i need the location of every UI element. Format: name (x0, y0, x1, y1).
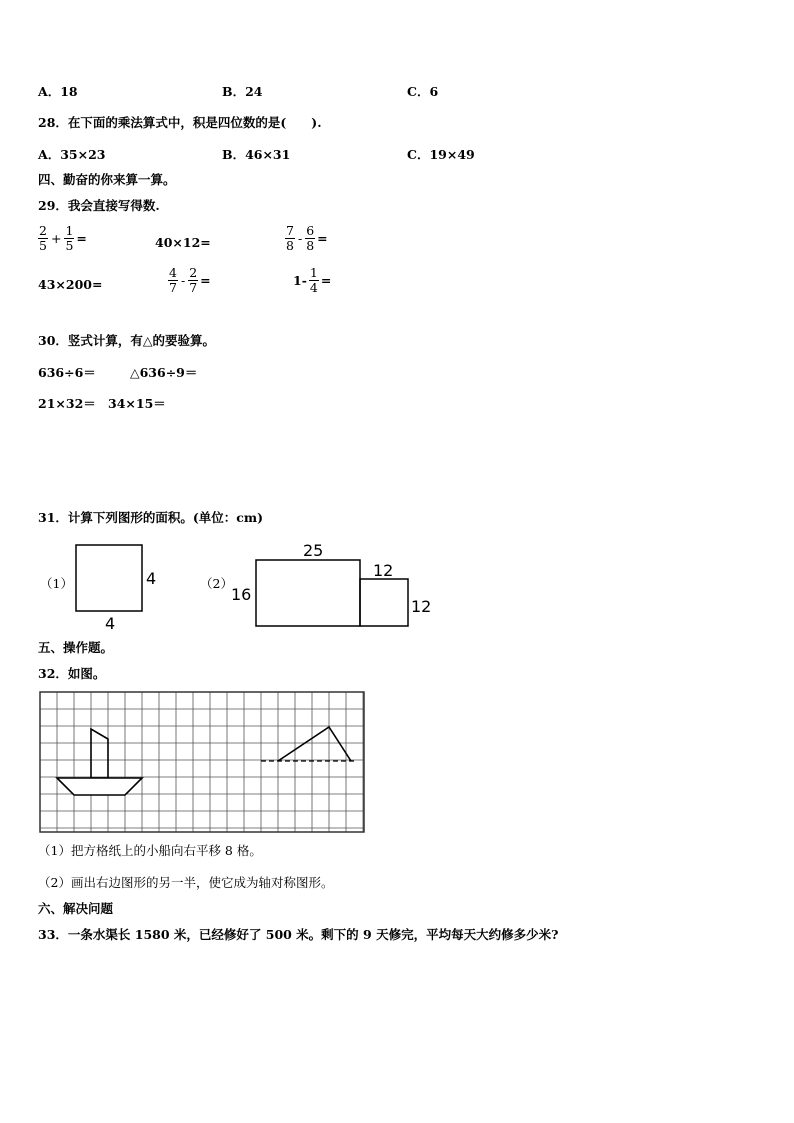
numerator: 2 (39, 223, 47, 238)
section-heading-5: 五、操作题。 (38, 640, 114, 655)
side-label: 12 (411, 597, 432, 616)
question-33: 33．一条水渠长 1580 米，已经修好了 500 米。剩下的 9 天修完，平均每天大约修多少米? (38, 927, 559, 942)
task-2: （2）画出右边图形的另一半，使它成为轴对称图形。 (38, 875, 334, 890)
boat-shape (57, 729, 142, 795)
option-a: A．35×23 (38, 147, 106, 162)
denominator: 8 (286, 238, 294, 253)
calc-item: 40×12= (155, 235, 211, 250)
question-29-title: 29．我会直接写得数. (38, 198, 160, 213)
grid-lines (40, 692, 364, 832)
option-c: C．19×49 (407, 147, 475, 162)
square-shape (76, 545, 142, 611)
denominator: 7 (189, 280, 198, 295)
figure-1-square (60, 538, 180, 634)
fraction (285, 224, 295, 253)
numerator: 7 (286, 223, 294, 238)
small-square (360, 579, 408, 626)
denominator: 8 (306, 238, 315, 253)
fraction (309, 266, 319, 295)
task-1: （1）把方格纸上的小船向右平移 8 格。 (38, 843, 262, 858)
calc-item: 43×200= (38, 277, 103, 292)
question-28: 28．在下面的乘法算式中，积是四位数的是( ). (38, 115, 322, 130)
numerator: 2 (189, 265, 198, 280)
figure-label: （2） (200, 576, 233, 591)
equals-sign: = (200, 273, 211, 288)
figure-2-composite (225, 538, 435, 634)
side-label: 4 (146, 569, 157, 588)
denominator: 5 (39, 238, 47, 253)
side-label: 4 (105, 614, 116, 633)
option-c: C．6 (407, 84, 439, 99)
fraction (38, 224, 48, 253)
fraction (305, 224, 315, 253)
section-heading-4: 四、勤奋的你来算一算。 (38, 172, 176, 187)
calc-item: 21×32＝ (38, 396, 96, 411)
operator: - (180, 273, 186, 288)
question-31-title: 31．计算下列图形的面积。(单位：cm) (38, 510, 264, 525)
side-label: 25 (303, 541, 324, 560)
side-label: 12 (373, 561, 394, 580)
fraction-expression (293, 266, 331, 295)
denominator: 7 (169, 280, 177, 295)
fraction (188, 266, 198, 295)
calc-item: △636÷9＝ (130, 365, 198, 380)
grid-paper (38, 690, 368, 836)
numerator: 6 (306, 223, 315, 238)
option-b: B．24 (222, 84, 263, 99)
section-heading-6: 六、解决问题 (38, 901, 114, 916)
option-a: A．18 (38, 84, 78, 99)
numerator: 1 (309, 265, 318, 280)
fraction-expression (36, 224, 87, 253)
numerator: 1 (65, 223, 74, 238)
calc-item: 636÷6＝ (38, 365, 96, 380)
fraction-expression (166, 266, 211, 295)
side-label: 16 (231, 585, 252, 604)
fraction (168, 266, 178, 295)
question-30-title: 30．竖式计算，有△的要验算。 (38, 333, 216, 348)
question-32-title: 32．如图。 (38, 666, 106, 681)
equals-sign: = (76, 231, 87, 246)
numerator: 4 (169, 265, 177, 280)
operator: - (297, 231, 303, 246)
figure-label: （1） (40, 576, 73, 591)
equals-sign: = (320, 273, 332, 288)
fraction (64, 224, 74, 253)
fraction-expression (283, 224, 328, 253)
option-b: B．46×31 (222, 147, 291, 162)
half-figure (278, 727, 351, 761)
minuend: 1- (293, 273, 307, 288)
large-rectangle (256, 560, 360, 626)
calc-item: 34×15＝ (108, 396, 166, 411)
operator: + (50, 231, 62, 246)
denominator: 4 (309, 280, 318, 295)
equals-sign: = (317, 231, 328, 246)
denominator: 5 (65, 238, 74, 253)
